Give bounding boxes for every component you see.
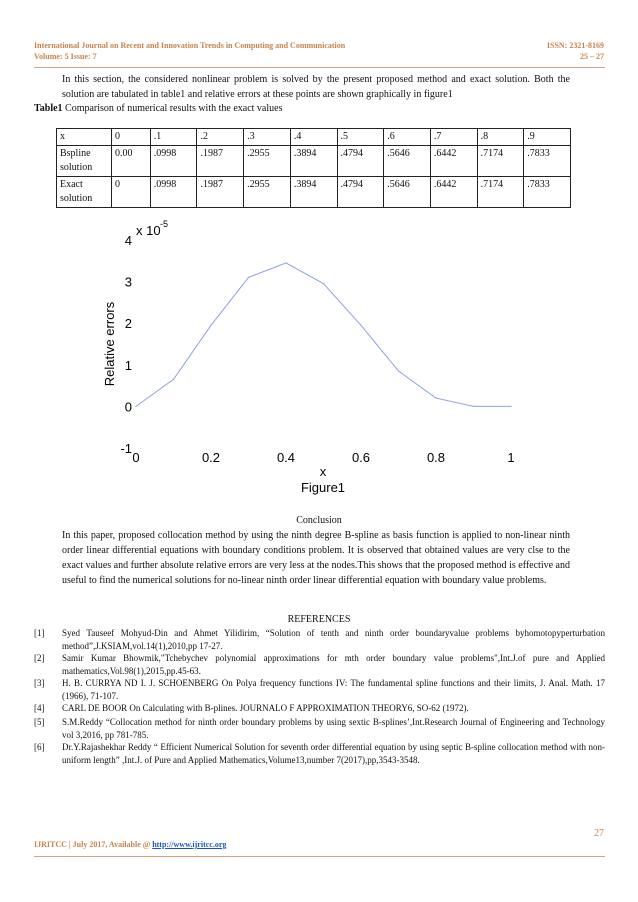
conclusion-title: Conclusion <box>296 515 342 526</box>
table-cell: .9 <box>524 129 571 146</box>
conclusion-paragraph: In this paper, proposed collocation method by using the ninth degree B-spline as basis function is applied to non-linear ninth order linear differential equations with boundary conditions problem. It is observed that obtained values are very clse to the exact values and further absolute relative errors are very less at the nodes.This shows that the proposed method is effective and useful to find the numerical solutions for no-linear ninth order linear differential equation with boundary value problems. <box>62 530 570 586</box>
table-caption <box>34 101 282 116</box>
figure-caption: Figure1 <box>300 480 346 495</box>
table-cell: .0998 <box>150 146 197 177</box>
table-cell: .2 <box>197 129 244 146</box>
footer-link[interactable]: http://www.ijritcc.org <box>152 840 227 849</box>
table-cell: .5646 <box>384 177 431 208</box>
footer-text <box>34 840 226 849</box>
reference-item <box>34 677 605 703</box>
y-tick-label: 0 <box>124 399 132 415</box>
table-cell: .4794 <box>337 146 384 177</box>
reference-number: [5] <box>34 717 45 727</box>
plot-frame <box>136 240 511 448</box>
reference-text: CARL DE BOOR On Calculating with B-plines. JOURNALO F APPROXIMATION THEORY6, SO-62 (1972). <box>62 703 469 713</box>
page-number: 27 <box>594 828 604 839</box>
table-cell: .1987 <box>197 177 244 208</box>
comparison-table <box>56 128 571 208</box>
table-cell: .8 <box>477 129 524 146</box>
volume-issue: Volume: 5 Issue: 7 <box>34 52 97 61</box>
table-cell: .5646 <box>384 146 431 177</box>
data-point <box>473 406 474 407</box>
table-row-label: Exact solution <box>57 177 112 208</box>
series-line-relative-error <box>136 263 511 407</box>
table-cell: .1 <box>150 129 197 146</box>
reference-item <box>34 627 605 653</box>
reference-text: H. B. CURRYA ND I. J. SCHOENBERG On Polya frequency functions IV: The fundamental spline functions and their limits, J. Anal. Math. 17 (1966), 71-107. <box>62 678 605 701</box>
x-tick-label: 0 <box>132 450 140 465</box>
data-point <box>323 283 324 284</box>
table-cell: .7833 <box>524 146 571 177</box>
data-point <box>360 325 361 326</box>
multiplier-exponent: -5 <box>160 220 169 229</box>
reference-text: Samir Kumar Bhowmik,"Tchebychev polynomial approximations for mth order boundary value problems",Int.J.of pure and Applied mathematics,Vol.98(1),2015,pp.45-63. <box>62 653 605 676</box>
reference-number: [3] <box>34 678 45 688</box>
reference-item <box>34 741 605 767</box>
y-tick-label: 1 <box>124 357 132 373</box>
data-point <box>248 277 249 278</box>
x-tick-label: 0.8 <box>426 450 446 465</box>
y-tick-label: 2 <box>124 316 132 332</box>
table-cell: .0998 <box>150 177 197 208</box>
table-row <box>57 146 571 177</box>
x-axis-label: x <box>319 464 327 479</box>
reference-item <box>34 702 605 715</box>
table-row <box>57 177 571 208</box>
table-cell: .7 <box>430 129 477 146</box>
x-tick-label: 0.6 <box>351 450 371 465</box>
footer-label: IJRITCC | July 2017, Available @ <box>34 840 153 849</box>
table-cell: .4794 <box>337 177 384 208</box>
relative-error-chart <box>90 220 530 520</box>
reference-text: Dr.Y.Rajashekhar Reddy “ Efficient Numerical Solution for seventh order differential equation by using septic B-spline collocation method with non-uniform length” ,Int.J. of Pure and Applied Mathematics,Volume13,number 7(2017),pp,3543-3548. <box>62 742 605 765</box>
x-tick-label: 0.4 <box>276 450 296 465</box>
issn: ISSN: 2321-8169 <box>546 41 604 50</box>
data-point <box>173 379 174 380</box>
table-cell: .4 <box>290 129 337 146</box>
table-row-label: x <box>57 129 112 146</box>
intro-paragraph: In this section, the considered nonlinear problem is solved by the present proposed method and exact solution. Both the solution are tabulated in table1 and relative errors at these points are shown graphically in figure1 <box>62 74 570 100</box>
table-cell: .5 <box>337 129 384 146</box>
data-point <box>398 370 399 371</box>
reference-number: [1] <box>34 628 45 638</box>
table-cell: .6 <box>384 129 431 146</box>
table-cell: .7174 <box>477 177 524 208</box>
x-tick-label: 1 <box>507 450 515 465</box>
table-cell: .6442 <box>430 177 477 208</box>
data-point <box>435 397 436 398</box>
table-row <box>57 129 571 146</box>
table-cell: .3894 <box>290 146 337 177</box>
page-range: 25 – 27 <box>580 52 604 61</box>
header-rule <box>34 67 605 68</box>
y-tick-label: 3 <box>124 274 132 290</box>
references-title: REFERENCES <box>287 614 351 625</box>
y-tick-label: -1 <box>120 441 132 456</box>
table-cell: .7833 <box>524 177 571 208</box>
table-caption-label: Table1 <box>34 103 63 114</box>
y-axis-label: Relative errors <box>102 301 117 387</box>
reference-item <box>34 652 605 678</box>
table-cell: .7174 <box>477 146 524 177</box>
reference-item <box>34 716 605 742</box>
reference-number: [4] <box>34 703 45 713</box>
table-cell: 0 <box>112 177 151 208</box>
y-tick-label: 4 <box>124 233 132 248</box>
x-tick-label: 0.2 <box>201 450 221 465</box>
table-cell: .2955 <box>244 146 291 177</box>
table-cell: .6442 <box>430 146 477 177</box>
reference-text: Syed Tauseef Mohyud-Din and Ahmet Yilidirim, “Solution of tenth and ninth order boundaryvalue problems byhomotopyperturbation method”,J.KSIAM,vol.14(1),2010,pp 17-27. <box>62 628 605 651</box>
table-cell: .3894 <box>290 177 337 208</box>
table-cell: .1987 <box>197 146 244 177</box>
table-cell: 0 <box>112 129 151 146</box>
table-row-label: Bspline solution <box>57 146 112 177</box>
data-point <box>210 325 211 326</box>
reference-text: S.M.Reddy “Collocation method for ninth order boundary problems by using sextic B-splines’,Int.Research Journal of Engineering and Technology vol 3,2016, pp 781-785. <box>62 717 605 740</box>
data-point <box>510 406 511 407</box>
data-point <box>135 406 136 407</box>
footer-rule <box>34 856 605 857</box>
table-cell: 0.00 <box>112 146 151 177</box>
table-cell: .3 <box>244 129 291 146</box>
journal-title: International Journal on Recent and Innovation Trends in Computing and Communication <box>34 41 346 50</box>
reference-number: [6] <box>34 742 45 752</box>
data-point <box>285 262 286 263</box>
reference-number: [2] <box>34 653 45 663</box>
table-cell: .2955 <box>244 177 291 208</box>
table-caption-text: Comparison of numerical results with the exact values <box>62 103 283 114</box>
multiplier-base: x 10 <box>136 223 161 238</box>
